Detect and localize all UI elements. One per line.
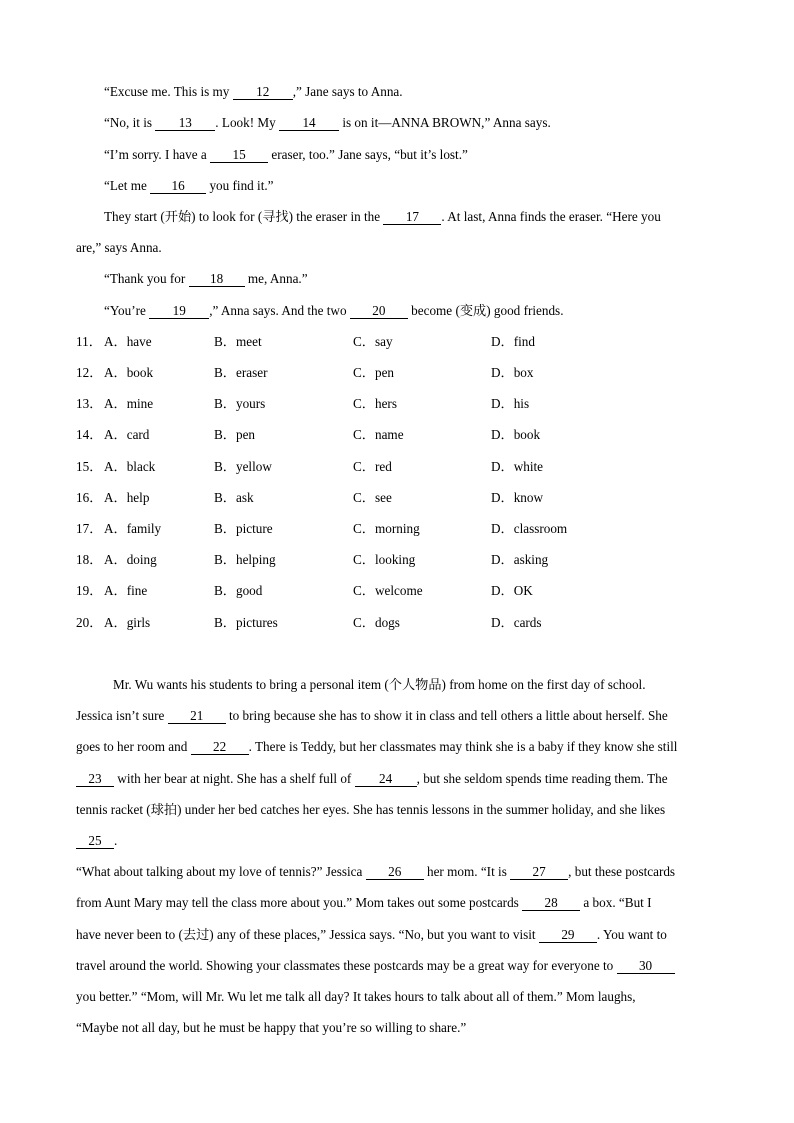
text: eraser, too.” Jane says, “but it’s lost.” [271, 147, 468, 162]
text: me, Anna.” [247, 271, 308, 286]
question-number: 13． [76, 396, 103, 411]
blank-17[interactable]: 17 [383, 210, 441, 225]
text: are,” says Anna. [76, 240, 162, 255]
text: , but these postcards [568, 864, 676, 879]
option-a[interactable]: A．doing [104, 552, 157, 567]
text: They start (开始) to look for (寻找) the eraser in the [104, 209, 381, 224]
passage2-line-12 [76, 1020, 466, 1036]
question-number: 19． [76, 583, 103, 598]
text: , but she seldom spends time reading them. The [416, 771, 668, 786]
text: “No, it is [104, 115, 152, 130]
option-a[interactable]: A．black [104, 459, 156, 474]
option-d[interactable]: D．box [491, 365, 534, 380]
question-number: 11． [76, 334, 102, 349]
option-b[interactable]: B．pictures [214, 615, 278, 630]
passage2-line-10 [76, 958, 675, 974]
text: “What about talking about my love of tennis?” Jessica [76, 864, 363, 879]
passage1-line-7 [104, 271, 308, 287]
question-number: 12． [76, 365, 103, 380]
passage2-line-5 [76, 802, 665, 818]
text: “Let me [104, 178, 147, 193]
passage2-line-6 [76, 833, 117, 849]
option-a[interactable]: A．help [104, 490, 150, 505]
text: a box. “But I [583, 895, 652, 910]
text: “Excuse me. This is my [104, 84, 230, 99]
option-c[interactable]: C．morning [353, 521, 420, 536]
option-d[interactable]: D．find [491, 334, 535, 349]
option-d[interactable]: D．his [491, 396, 530, 411]
text: . [114, 833, 118, 848]
blank-29[interactable]: 29 [539, 928, 597, 943]
option-c[interactable]: C．pen [353, 365, 395, 380]
option-c[interactable]: C．name [353, 427, 404, 442]
passage2-line-8 [76, 895, 652, 911]
passage1-line-6 [76, 240, 162, 256]
option-a[interactable]: A．girls [104, 615, 151, 630]
text: ,” Jane says to Anna. [292, 84, 403, 99]
option-b[interactable]: B．picture [214, 521, 273, 536]
option-b[interactable]: B．helping [214, 552, 276, 567]
passage1-line-4 [104, 178, 274, 194]
question-number: 15． [76, 459, 103, 474]
text: to bring because she has to show it in class and tell others a little about herself. She [229, 708, 668, 723]
passage1-line-1 [104, 84, 403, 100]
option-c[interactable]: C．see [353, 490, 392, 505]
text: with her bear at night. She has a shelf full of [117, 771, 352, 786]
passage2-line-1 [113, 677, 646, 693]
option-c[interactable]: C．red [353, 459, 392, 474]
blank-20[interactable]: 20 [350, 304, 408, 319]
option-c[interactable]: C．welcome [353, 583, 423, 598]
blank-15[interactable]: 15 [210, 148, 268, 163]
question-number: 18． [76, 552, 103, 567]
text: “You’re [104, 303, 146, 318]
option-a[interactable]: A．have [104, 334, 152, 349]
blank-21[interactable]: 21 [168, 709, 226, 724]
blank-19[interactable]: 19 [149, 304, 209, 319]
option-a[interactable]: A．family [104, 521, 162, 536]
blank-22[interactable]: 22 [191, 740, 249, 755]
question-number: 14． [76, 427, 103, 442]
passage2-line-4 [76, 771, 668, 787]
option-b[interactable]: B．pen [214, 427, 256, 442]
option-a[interactable]: A．mine [104, 396, 154, 411]
text: you better.” “Mom, will Mr. Wu let me talk all day? It takes hours to talk about all of them.” Mom laughs, [76, 989, 636, 1004]
text: “Maybe not all day, but he must be happy that you’re so willing to share.” [76, 1020, 467, 1035]
option-b[interactable]: B．meet [214, 334, 262, 349]
option-b[interactable]: B．eraser [214, 365, 268, 380]
passage2-line-2 [76, 708, 668, 724]
passage2-line-11 [76, 989, 636, 1005]
option-c[interactable]: C．looking [353, 552, 416, 567]
question-number: 20． [76, 615, 103, 630]
blank-18[interactable]: 18 [189, 272, 245, 287]
blank-30[interactable]: 30 [617, 959, 675, 974]
option-b[interactable]: B．yellow [214, 459, 272, 474]
blank-27[interactable]: 27 [510, 865, 568, 880]
text: goes to her room and [76, 739, 188, 754]
option-b[interactable]: B．good [214, 583, 263, 598]
option-d[interactable]: D．cards [491, 615, 542, 630]
text: you find it.” [209, 178, 274, 193]
text: is on it—ANNA BROWN,” Anna says. [342, 115, 551, 130]
blank-26[interactable]: 26 [366, 865, 424, 880]
option-a[interactable]: A．book [104, 365, 154, 380]
passage1-line-8 [104, 303, 564, 319]
option-d[interactable]: D．asking [491, 552, 549, 567]
text: have never been to (去过) any of these places,” Jessica says. “No, but you want to visit [76, 927, 536, 942]
text: from Aunt Mary may tell the class more about you.” Mom takes out some postcards [76, 895, 519, 910]
blank-23[interactable]: 23 [76, 772, 114, 787]
text: Jessica isn’t sure [76, 708, 165, 723]
option-c[interactable]: C．dogs [353, 615, 400, 630]
blank-24[interactable]: 24 [355, 772, 417, 787]
option-b[interactable]: B．yours [214, 396, 266, 411]
option-b[interactable]: B．ask [214, 490, 254, 505]
passage1-line-2 [104, 115, 551, 131]
option-a[interactable]: A．card [104, 427, 150, 442]
option-d[interactable]: D．OK [491, 583, 533, 598]
option-c[interactable]: C．hers [353, 396, 397, 411]
text: . Look! My [215, 115, 276, 130]
blank-12[interactable]: 12 [233, 85, 293, 100]
option-c[interactable]: C．say [353, 334, 393, 349]
question-number: 17． [76, 521, 103, 536]
text: . There is Teddy, but her classmates may think she is a baby if they know she still [248, 739, 678, 754]
option-d[interactable]: D．know [491, 490, 544, 505]
option-d[interactable]: D．book [491, 427, 541, 442]
text: ,” Anna says. And the two [209, 303, 347, 318]
blank-14[interactable]: 14 [279, 116, 339, 131]
text: tennis racket (球拍) under her bed catches her eyes. She has tennis lessons in the summer holiday, and she likes [76, 802, 666, 817]
text: “Thank you for [104, 271, 186, 286]
passage1-line-3 [104, 147, 468, 163]
passage2-line-9 [76, 927, 667, 943]
question-number: 16． [76, 490, 103, 505]
text: travel around the world. Showing your classmates these postcards may be a great way for everyone to [76, 958, 614, 973]
option-d[interactable]: D．classroom [491, 521, 568, 536]
passage2-line-3 [76, 739, 677, 755]
blank-28[interactable]: 28 [522, 896, 580, 911]
text: her mom. “It is [426, 864, 507, 879]
blank-16[interactable]: 16 [150, 179, 206, 194]
text: . At last, Anna finds the eraser. “Here you [441, 209, 661, 224]
text: become (变成) good friends. [411, 303, 564, 318]
option-d[interactable]: D．white [491, 459, 544, 474]
text: “I’m sorry. I have a [104, 147, 207, 162]
blank-13[interactable]: 13 [155, 116, 215, 131]
passage2-line-7 [76, 864, 675, 880]
passage1-line-5 [104, 209, 661, 225]
text: . You want to [596, 927, 667, 942]
option-a[interactable]: A．fine [104, 583, 148, 598]
blank-25[interactable]: 25 [76, 834, 114, 849]
text: Mr. Wu wants his students to bring a personal item (个人物品) from home on the first day of school. [113, 677, 646, 692]
